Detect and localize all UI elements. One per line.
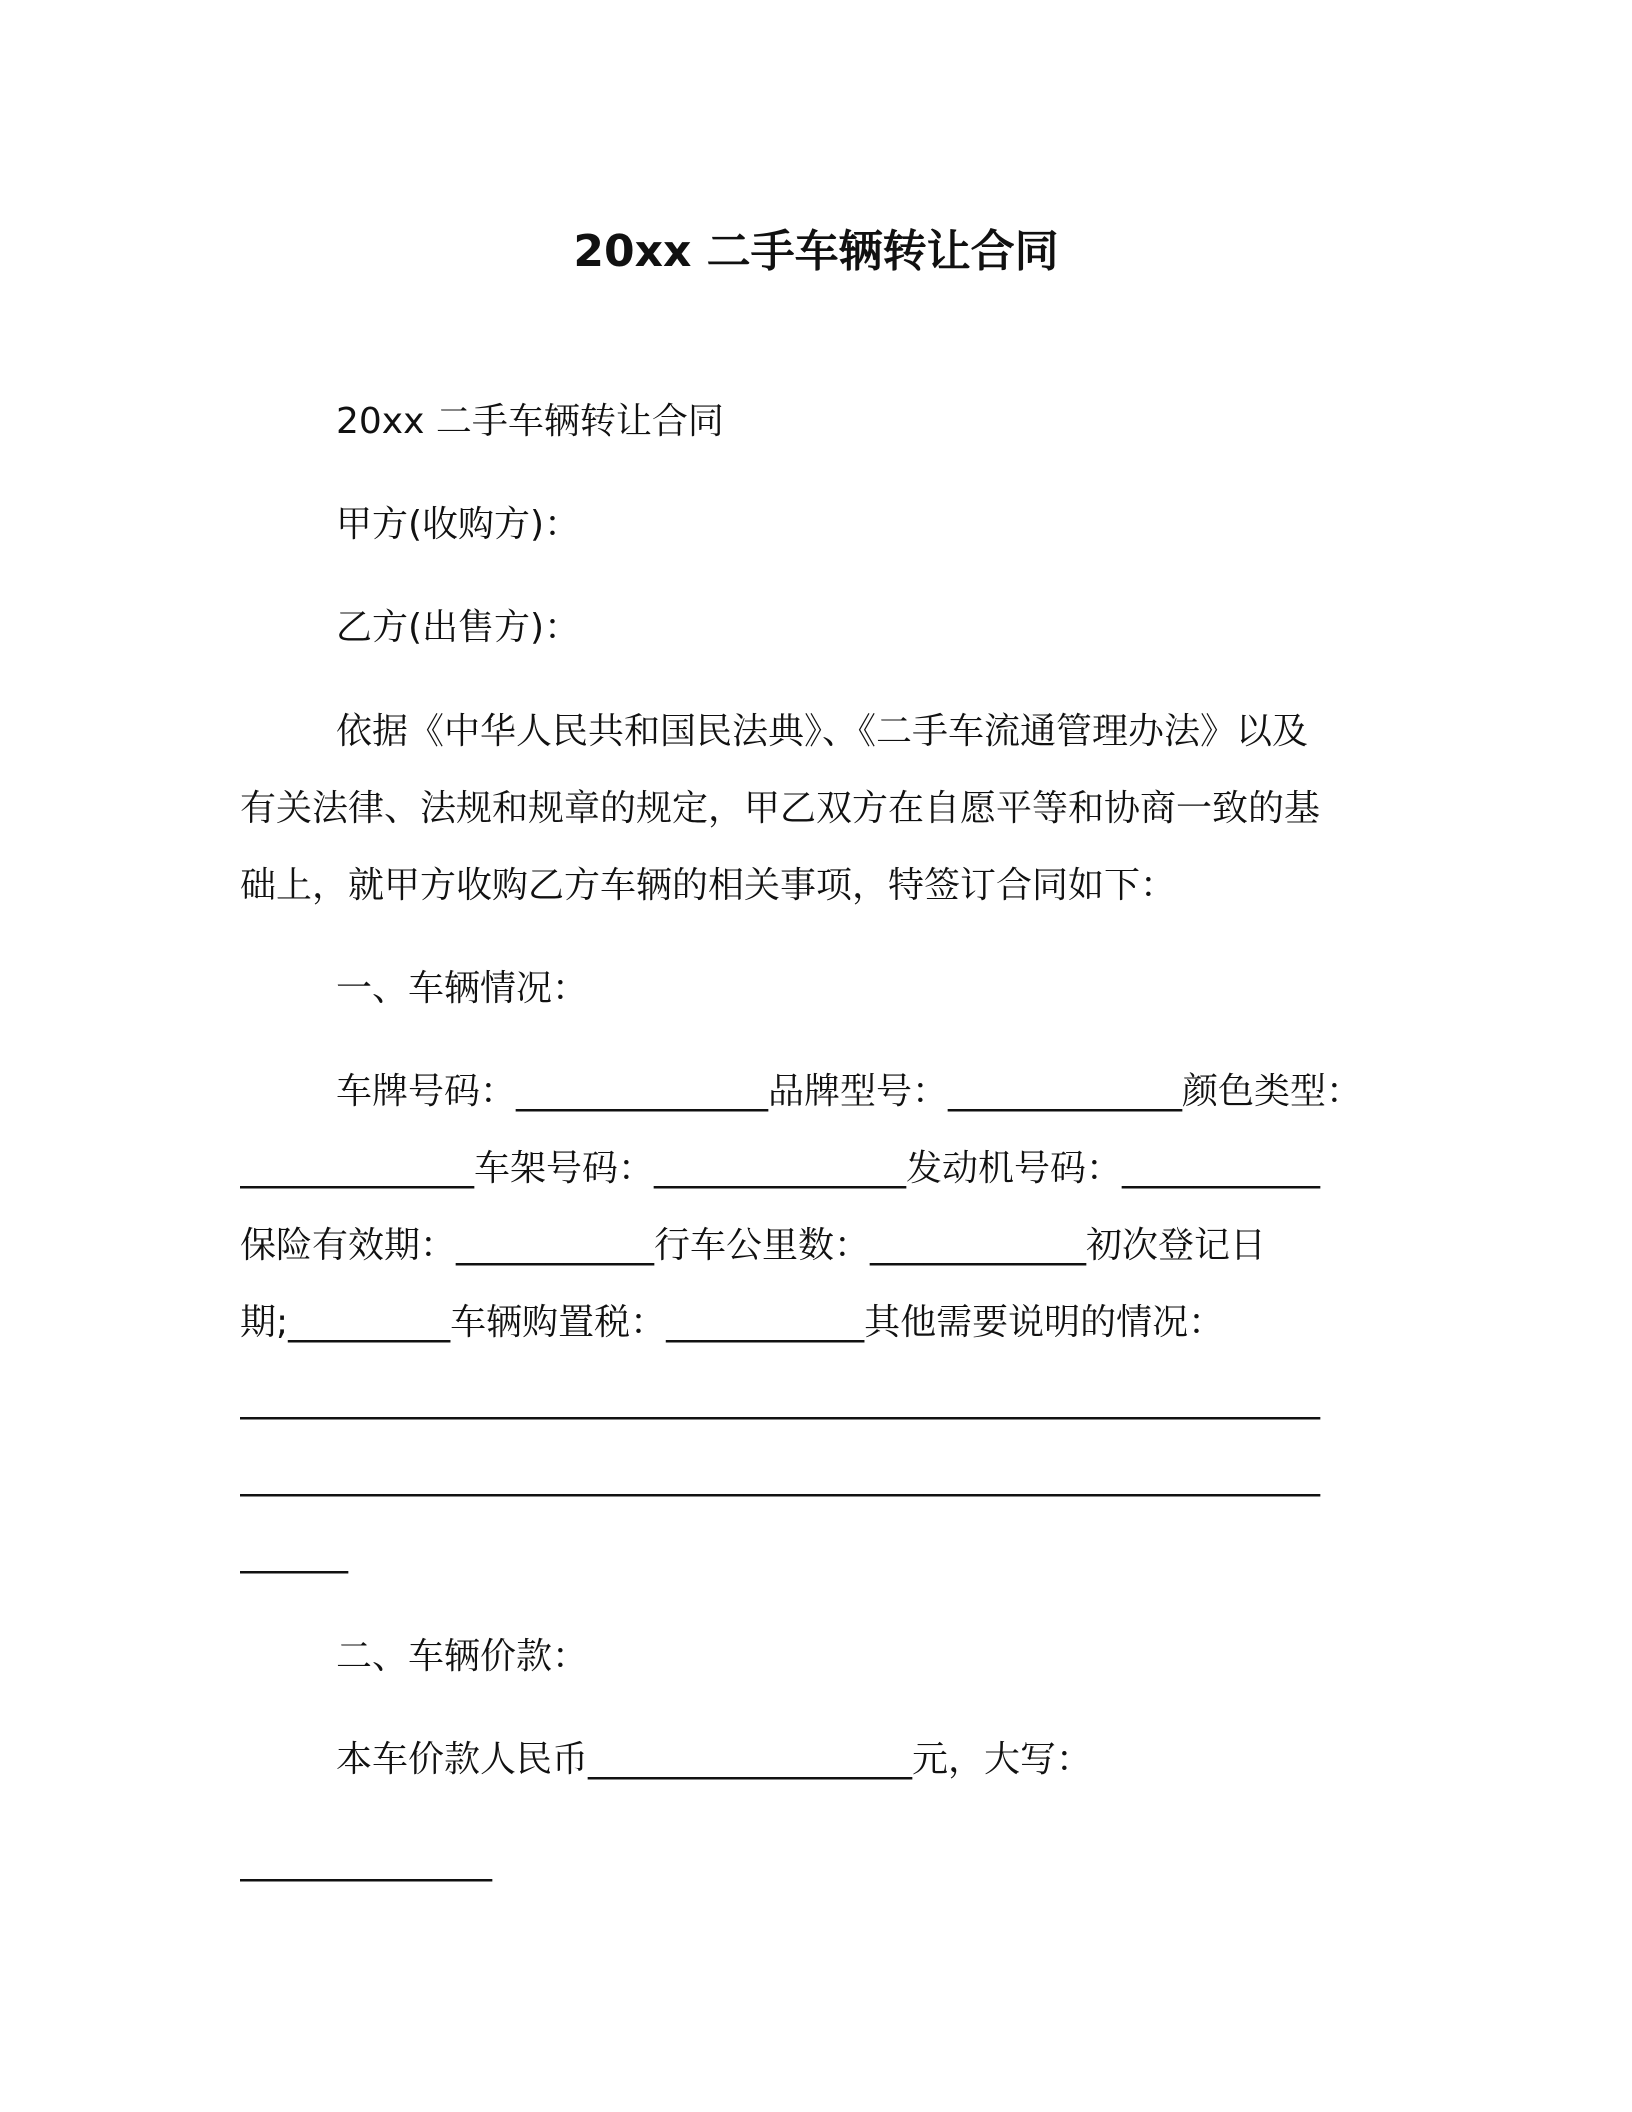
vehicle-info-line-3: 保险有效期：___________行车公里数：____________初次登记日: [240, 1225, 1267, 1266]
blank-line-3: ______: [240, 1533, 348, 1574]
party-b-line: 乙方(出售方)：: [336, 607, 581, 648]
intro-paragraph-line-1: 依据《中华人民共和国民法典》、《二手车流通管理办法》以及: [336, 711, 1309, 752]
party-a-line: 甲方(收购方)：: [336, 504, 581, 545]
contract-heading-line: 20xx 二手车辆转让合同: [336, 401, 724, 442]
vehicle-info-line-4: 期;_________车辆购置税：___________其他需要说明的情况：: [240, 1302, 1225, 1343]
vehicle-info-line-2: _____________车架号码：______________发动机号码：___________: [240, 1148, 1321, 1189]
vehicle-info-line-1: 车牌号码：______________品牌型号：_____________颜色类型：: [336, 1071, 1363, 1112]
section-one-heading: 一、车辆情况：: [336, 968, 589, 1009]
price-line: 本车价款人民币__________________元，大写：: [336, 1739, 1093, 1780]
section-two-heading: 二、车辆价款：: [336, 1636, 589, 1677]
intro-paragraph-line-2: 有关法律、法规和规章的规定，甲乙双方在自愿平等和协商一致的基: [240, 788, 1321, 829]
blank-line-2: ____________________________________________________________: [240, 1456, 1320, 1497]
document-title: 20xx 二手车辆转让合同: [573, 226, 1059, 277]
intro-paragraph-line-3: 础上，就甲方收购乙方车辆的相关事项，特签订合同如下：: [240, 865, 1177, 906]
blank-line-1: ____________________________________________________________: [240, 1379, 1320, 1420]
price-written-blank: ______________: [240, 1841, 492, 1882]
